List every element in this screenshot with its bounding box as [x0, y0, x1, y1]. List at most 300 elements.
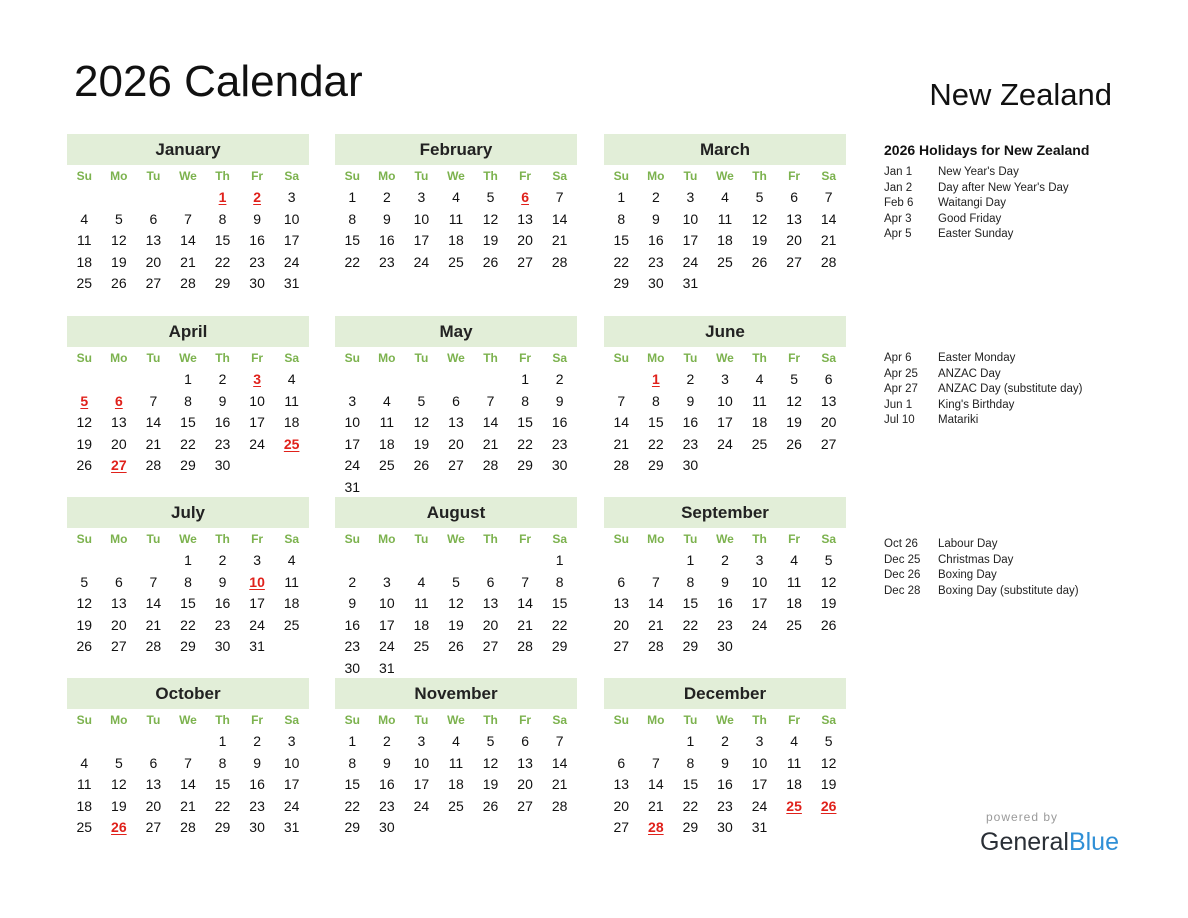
weekday-label: Sa: [552, 351, 567, 365]
day-cell: 1: [218, 733, 227, 749]
weekday-label: Mo: [378, 532, 396, 546]
weekday-label: Fr: [251, 351, 264, 365]
day-cell: 21: [145, 616, 162, 633]
day-cell: 25: [786, 616, 802, 633]
day-cell: 12: [448, 595, 464, 612]
month-november: [335, 678, 577, 839]
day-cell: 18: [786, 595, 802, 612]
day-cell: 25: [379, 457, 395, 474]
empty-cell: [67, 731, 102, 753]
empty-cell: [171, 731, 206, 753]
weekday-label: Mo: [647, 532, 665, 546]
day-cell: 5: [755, 189, 764, 205]
day-cell: 22: [648, 435, 664, 452]
day-cell: 5: [486, 189, 495, 205]
day-cell: 3: [755, 552, 764, 568]
day-cell: 22: [517, 435, 533, 452]
weekday-label: Th: [483, 169, 498, 183]
day-cell: 15: [613, 232, 630, 249]
month-april: [67, 316, 309, 477]
holiday-day-cell: 6: [521, 189, 529, 205]
day-cell: 23: [214, 435, 231, 452]
empty-cell: [67, 369, 102, 391]
day-cell: 4: [790, 733, 798, 749]
day-cell: 5: [824, 552, 833, 568]
holiday-day-cell: 5: [80, 392, 89, 409]
day-cell: 11: [284, 392, 299, 409]
weekday-label: Sa: [821, 713, 836, 727]
day-cell: 23: [648, 253, 664, 270]
day-cell: 9: [721, 754, 729, 771]
weekday-label: Su: [613, 351, 629, 365]
day-cell: 18: [283, 414, 300, 431]
day-cell: 25: [283, 616, 300, 633]
day-cell: 24: [344, 457, 361, 474]
day-cell: 18: [283, 595, 300, 612]
day-cell: 17: [717, 414, 733, 431]
holiday-date: Dec 28: [884, 584, 921, 597]
day-cell: 7: [555, 733, 564, 749]
weekday-label: Sa: [821, 169, 836, 183]
day-cell: 12: [820, 573, 837, 590]
day-cell: 30: [551, 457, 568, 474]
empty-cell: [335, 550, 370, 572]
day-cell: 2: [348, 573, 357, 590]
weekday-label: Tu: [414, 532, 429, 546]
day-cell: 25: [76, 819, 93, 836]
day-cell: 27: [448, 457, 464, 474]
day-cell: 14: [551, 754, 568, 771]
day-cell: 27: [145, 819, 162, 836]
weekday-label: Fr: [251, 713, 264, 727]
day-cell: 26: [448, 638, 464, 655]
day-cell: 24: [717, 435, 733, 452]
day-cell: 27: [613, 638, 630, 655]
holiday-row: [884, 568, 1144, 584]
month-days-grid: [67, 528, 309, 658]
month-name: February: [335, 134, 577, 165]
day-cell: 7: [486, 392, 495, 409]
day-cell: 19: [820, 776, 837, 793]
day-cell: 12: [786, 392, 802, 409]
day-cell: 5: [452, 573, 460, 590]
holiday-group: [884, 351, 1144, 429]
weekday-label: We: [716, 351, 734, 365]
day-cell: 2: [721, 552, 729, 568]
day-cell: 25: [448, 253, 464, 270]
weekday-label: We: [447, 532, 465, 546]
day-cell: 29: [648, 457, 664, 474]
day-cell: 1: [686, 552, 695, 568]
day-cell: 8: [218, 754, 227, 771]
day-cell: 15: [214, 776, 231, 793]
day-cell: 23: [682, 435, 699, 452]
day-cell: 13: [145, 776, 162, 793]
weekday-label: Th: [752, 532, 767, 546]
month-name: October: [67, 678, 309, 709]
holidays-title: 2026 Holidays for New Zealand: [884, 142, 1090, 158]
day-cell: 26: [482, 253, 499, 270]
day-cell: 8: [555, 573, 564, 590]
empty-cell: [439, 550, 474, 572]
weekday-label: Th: [483, 351, 498, 365]
month-july: [67, 497, 309, 658]
month-name: September: [604, 497, 846, 528]
day-cell: 23: [379, 253, 395, 270]
month-name: August: [335, 497, 577, 528]
day-cell: 21: [517, 616, 533, 633]
day-cell: 16: [717, 595, 733, 612]
day-cell: 8: [521, 392, 529, 409]
day-cell: 16: [551, 414, 568, 431]
day-cell: 13: [613, 595, 630, 612]
day-cell: 20: [111, 435, 127, 452]
holiday-row: [884, 584, 1144, 600]
weekday-label: Tu: [683, 169, 698, 183]
day-cell: 10: [751, 573, 768, 590]
day-cell: 11: [77, 232, 92, 249]
empty-cell: [639, 731, 674, 753]
day-cell: 11: [414, 595, 429, 612]
holiday-row: [884, 351, 1144, 367]
holiday-name: Easter Sunday: [938, 228, 1014, 241]
day-cell: 11: [786, 754, 802, 771]
holiday-day-cell: 25: [283, 435, 300, 452]
day-cell: 10: [413, 210, 430, 227]
weekday-label: Tu: [414, 169, 429, 183]
day-cell: 31: [379, 659, 395, 676]
day-cell: 1: [348, 189, 357, 205]
day-cell: 25: [717, 253, 733, 270]
weekday-label: Mo: [110, 532, 128, 546]
day-cell: 29: [180, 638, 196, 655]
day-cell: 3: [382, 573, 391, 590]
day-cell: 18: [448, 232, 464, 249]
day-cell: 13: [786, 210, 802, 227]
weekday-label: Tu: [683, 351, 698, 365]
brand-part-blue: Blue: [1068, 828, 1119, 856]
day-cell: 21: [551, 776, 568, 793]
day-cell: 30: [379, 819, 395, 836]
day-cell: 21: [145, 435, 162, 452]
day-cell: 9: [382, 754, 391, 771]
day-cell: 21: [551, 232, 568, 249]
day-cell: 16: [214, 595, 231, 612]
day-cell: 12: [76, 595, 93, 612]
day-cell: 4: [755, 371, 764, 387]
day-cell: 22: [344, 253, 361, 270]
day-cell: 10: [283, 754, 300, 771]
empty-cell: [136, 369, 171, 391]
weekday-label: Tu: [146, 532, 161, 546]
holiday-day-cell: 1: [651, 371, 660, 387]
day-cell: 31: [344, 478, 361, 495]
weekday-label: Mo: [110, 713, 128, 727]
day-cell: 29: [517, 457, 533, 474]
day-cell: 21: [482, 435, 499, 452]
day-cell: 31: [283, 275, 300, 292]
day-cell: 14: [551, 210, 568, 227]
day-cell: 10: [344, 414, 361, 431]
day-cell: 29: [551, 638, 568, 655]
day-cell: 19: [482, 776, 499, 793]
day-cell: 17: [344, 435, 361, 452]
day-cell: 27: [145, 275, 162, 292]
weekday-label: Th: [752, 169, 767, 183]
day-cell: 15: [344, 232, 361, 249]
holiday-name: Easter Monday: [938, 352, 1016, 364]
weekday-label: Fr: [788, 713, 801, 727]
holiday-group: [884, 537, 1144, 599]
weekday-label: Sa: [284, 532, 299, 546]
weekday-label: Tu: [146, 713, 161, 727]
day-cell: 29: [682, 638, 699, 655]
day-cell: 7: [149, 573, 158, 590]
day-cell: 23: [551, 435, 568, 452]
country-name: New Zealand: [929, 77, 1112, 112]
weekday-label: Th: [215, 713, 230, 727]
day-cell: 6: [149, 754, 158, 771]
holiday-date: Jan 2: [884, 181, 913, 194]
day-cell: 3: [686, 189, 695, 205]
day-cell: 20: [613, 797, 630, 814]
day-cell: 29: [180, 457, 196, 474]
holiday-day-cell: 6: [114, 392, 123, 409]
day-cell: 6: [617, 754, 626, 771]
day-cell: 18: [76, 797, 93, 814]
day-cell: 16: [249, 776, 265, 793]
weekday-label: Tu: [414, 351, 429, 365]
day-cell: 31: [249, 638, 265, 655]
day-cell: 20: [517, 776, 533, 793]
day-cell: 20: [145, 797, 162, 814]
day-cell: 23: [379, 797, 395, 814]
weekday-label: Fr: [788, 532, 801, 546]
weekday-label: Mo: [378, 713, 396, 727]
day-cell: 22: [551, 616, 568, 633]
day-cell: 25: [76, 275, 93, 292]
day-cell: 6: [521, 733, 529, 749]
day-cell: 14: [145, 595, 162, 612]
day-cell: 5: [824, 733, 833, 749]
month-december: [604, 678, 846, 839]
month-october: [67, 678, 309, 839]
day-cell: 23: [249, 797, 265, 814]
empty-cell: [102, 731, 137, 753]
day-cell: 14: [180, 776, 196, 793]
empty-cell: [404, 369, 439, 391]
day-cell: 13: [517, 754, 533, 771]
day-cell: 4: [287, 552, 296, 568]
day-cell: 8: [348, 210, 357, 227]
day-cell: 31: [283, 819, 300, 836]
day-cell: 19: [111, 797, 127, 814]
day-cell: 28: [145, 638, 162, 655]
day-cell: 27: [482, 638, 499, 655]
day-cell: 22: [180, 435, 196, 452]
day-cell: 8: [184, 392, 192, 409]
day-cell: 25: [413, 638, 430, 655]
day-cell: 16: [214, 414, 231, 431]
day-cell: 14: [648, 776, 664, 793]
weekday-label: Fr: [788, 351, 801, 365]
day-cell: 7: [184, 210, 192, 227]
day-cell: 14: [180, 232, 196, 249]
holiday-date: Apr 5: [884, 228, 912, 241]
day-cell: 20: [482, 616, 499, 633]
day-cell: 8: [184, 573, 192, 590]
day-cell: 8: [218, 210, 227, 227]
day-cell: 16: [344, 616, 361, 633]
weekday-label: Sa: [821, 351, 836, 365]
day-cell: 17: [249, 595, 265, 612]
day-cell: 11: [77, 776, 92, 793]
day-cell: 21: [820, 232, 837, 249]
day-cell: 9: [721, 573, 729, 590]
day-cell: 11: [448, 210, 464, 227]
day-cell: 30: [249, 819, 265, 836]
holiday-day-cell: 2: [253, 189, 261, 205]
day-cell: 28: [517, 638, 533, 655]
weekday-label: Th: [752, 713, 767, 727]
day-cell: 30: [214, 638, 231, 655]
weekday-label: Mo: [647, 713, 665, 727]
day-cell: 9: [218, 392, 227, 409]
month-name: November: [335, 678, 577, 709]
day-cell: 29: [613, 275, 630, 292]
day-cell: 29: [344, 819, 361, 836]
day-cell: 30: [717, 819, 733, 836]
day-cell: 2: [382, 733, 391, 749]
day-cell: 22: [682, 616, 699, 633]
holiday-date: Apr 3: [884, 212, 912, 225]
day-cell: 30: [717, 638, 733, 655]
day-cell: 3: [287, 189, 296, 205]
day-cell: 28: [180, 819, 196, 836]
weekday-label: We: [179, 351, 197, 365]
month-september: [604, 497, 846, 658]
weekday-label: Su: [76, 713, 92, 727]
weekday-label: We: [447, 713, 465, 727]
empty-cell: [335, 369, 370, 391]
weekday-label: Mo: [110, 169, 128, 183]
day-cell: 11: [379, 414, 395, 431]
weekday-label: Th: [752, 351, 767, 365]
holiday-date: Apr 6: [884, 352, 912, 364]
day-cell: 13: [448, 414, 464, 431]
day-cell: 15: [682, 776, 699, 793]
powered-by-label: powered by: [986, 810, 1059, 824]
empty-cell: [370, 369, 405, 391]
day-cell: 3: [417, 733, 426, 749]
holiday-row: [884, 165, 1144, 181]
empty-cell: [604, 550, 639, 572]
day-cell: 19: [482, 232, 499, 249]
day-cell: 7: [184, 754, 192, 771]
month-name: July: [67, 497, 309, 528]
day-cell: 16: [249, 232, 265, 249]
day-cell: 12: [482, 210, 499, 227]
day-cell: 19: [751, 232, 768, 249]
day-cell: 17: [751, 776, 768, 793]
day-cell: 20: [448, 435, 464, 452]
holiday-name: King's Birthday: [938, 398, 1015, 411]
holiday-day-cell: 27: [111, 457, 127, 474]
day-cell: 10: [379, 595, 395, 612]
brand-part-general: General: [980, 828, 1069, 856]
weekday-label: Su: [76, 351, 92, 365]
weekday-label: Sa: [284, 169, 299, 183]
day-cell: 27: [517, 253, 533, 270]
day-cell: 3: [253, 552, 261, 568]
empty-cell: [639, 550, 674, 572]
day-cell: 4: [287, 371, 296, 387]
day-cell: 1: [686, 733, 695, 749]
weekday-label: Fr: [519, 351, 532, 365]
holiday-name: ANZAC Day: [938, 367, 1001, 380]
weekday-label: Su: [613, 169, 629, 183]
day-cell: 10: [249, 392, 265, 409]
month-days-grid: [604, 165, 846, 295]
day-cell: 30: [214, 457, 231, 474]
day-cell: 16: [648, 232, 664, 249]
holiday-day-cell: 25: [786, 797, 802, 814]
empty-cell: [67, 187, 102, 209]
weekday-label: Fr: [519, 169, 532, 183]
month-march: [604, 134, 846, 295]
day-cell: 16: [682, 414, 699, 431]
weekday-label: We: [716, 532, 734, 546]
empty-cell: [136, 731, 171, 753]
day-cell: 22: [214, 797, 231, 814]
day-cell: 8: [617, 210, 626, 227]
holiday-name: Labour Day: [938, 538, 998, 550]
day-cell: 17: [682, 232, 699, 249]
day-cell: 27: [613, 819, 630, 836]
month-days-grid: [335, 347, 577, 499]
day-cell: 20: [820, 414, 837, 431]
day-cell: 10: [682, 210, 699, 227]
day-cell: 2: [218, 552, 227, 568]
day-cell: 12: [751, 210, 768, 227]
day-cell: 13: [482, 595, 499, 612]
day-cell: 15: [180, 414, 196, 431]
holiday-row: [884, 227, 1144, 243]
holiday-date: Jul 10: [884, 414, 915, 427]
day-cell: 26: [76, 457, 93, 474]
holiday-row: [884, 181, 1144, 197]
day-cell: 2: [253, 733, 261, 749]
day-cell: 18: [379, 435, 395, 452]
day-cell: 4: [80, 754, 89, 771]
day-cell: 23: [214, 616, 231, 633]
day-cell: 1: [521, 371, 529, 387]
day-cell: 26: [751, 253, 768, 270]
day-cell: 28: [551, 797, 568, 814]
weekday-label: Su: [344, 532, 360, 546]
page-title: 2026 Calendar: [74, 57, 363, 106]
empty-cell: [136, 187, 171, 209]
day-cell: 24: [249, 435, 265, 452]
weekday-label: Su: [76, 532, 92, 546]
day-cell: 5: [417, 392, 426, 409]
empty-cell: [136, 550, 171, 572]
day-cell: 17: [413, 232, 430, 249]
day-cell: 26: [76, 638, 93, 655]
day-cell: 5: [486, 733, 495, 749]
day-cell: 2: [651, 189, 660, 205]
day-cell: 15: [648, 414, 664, 431]
